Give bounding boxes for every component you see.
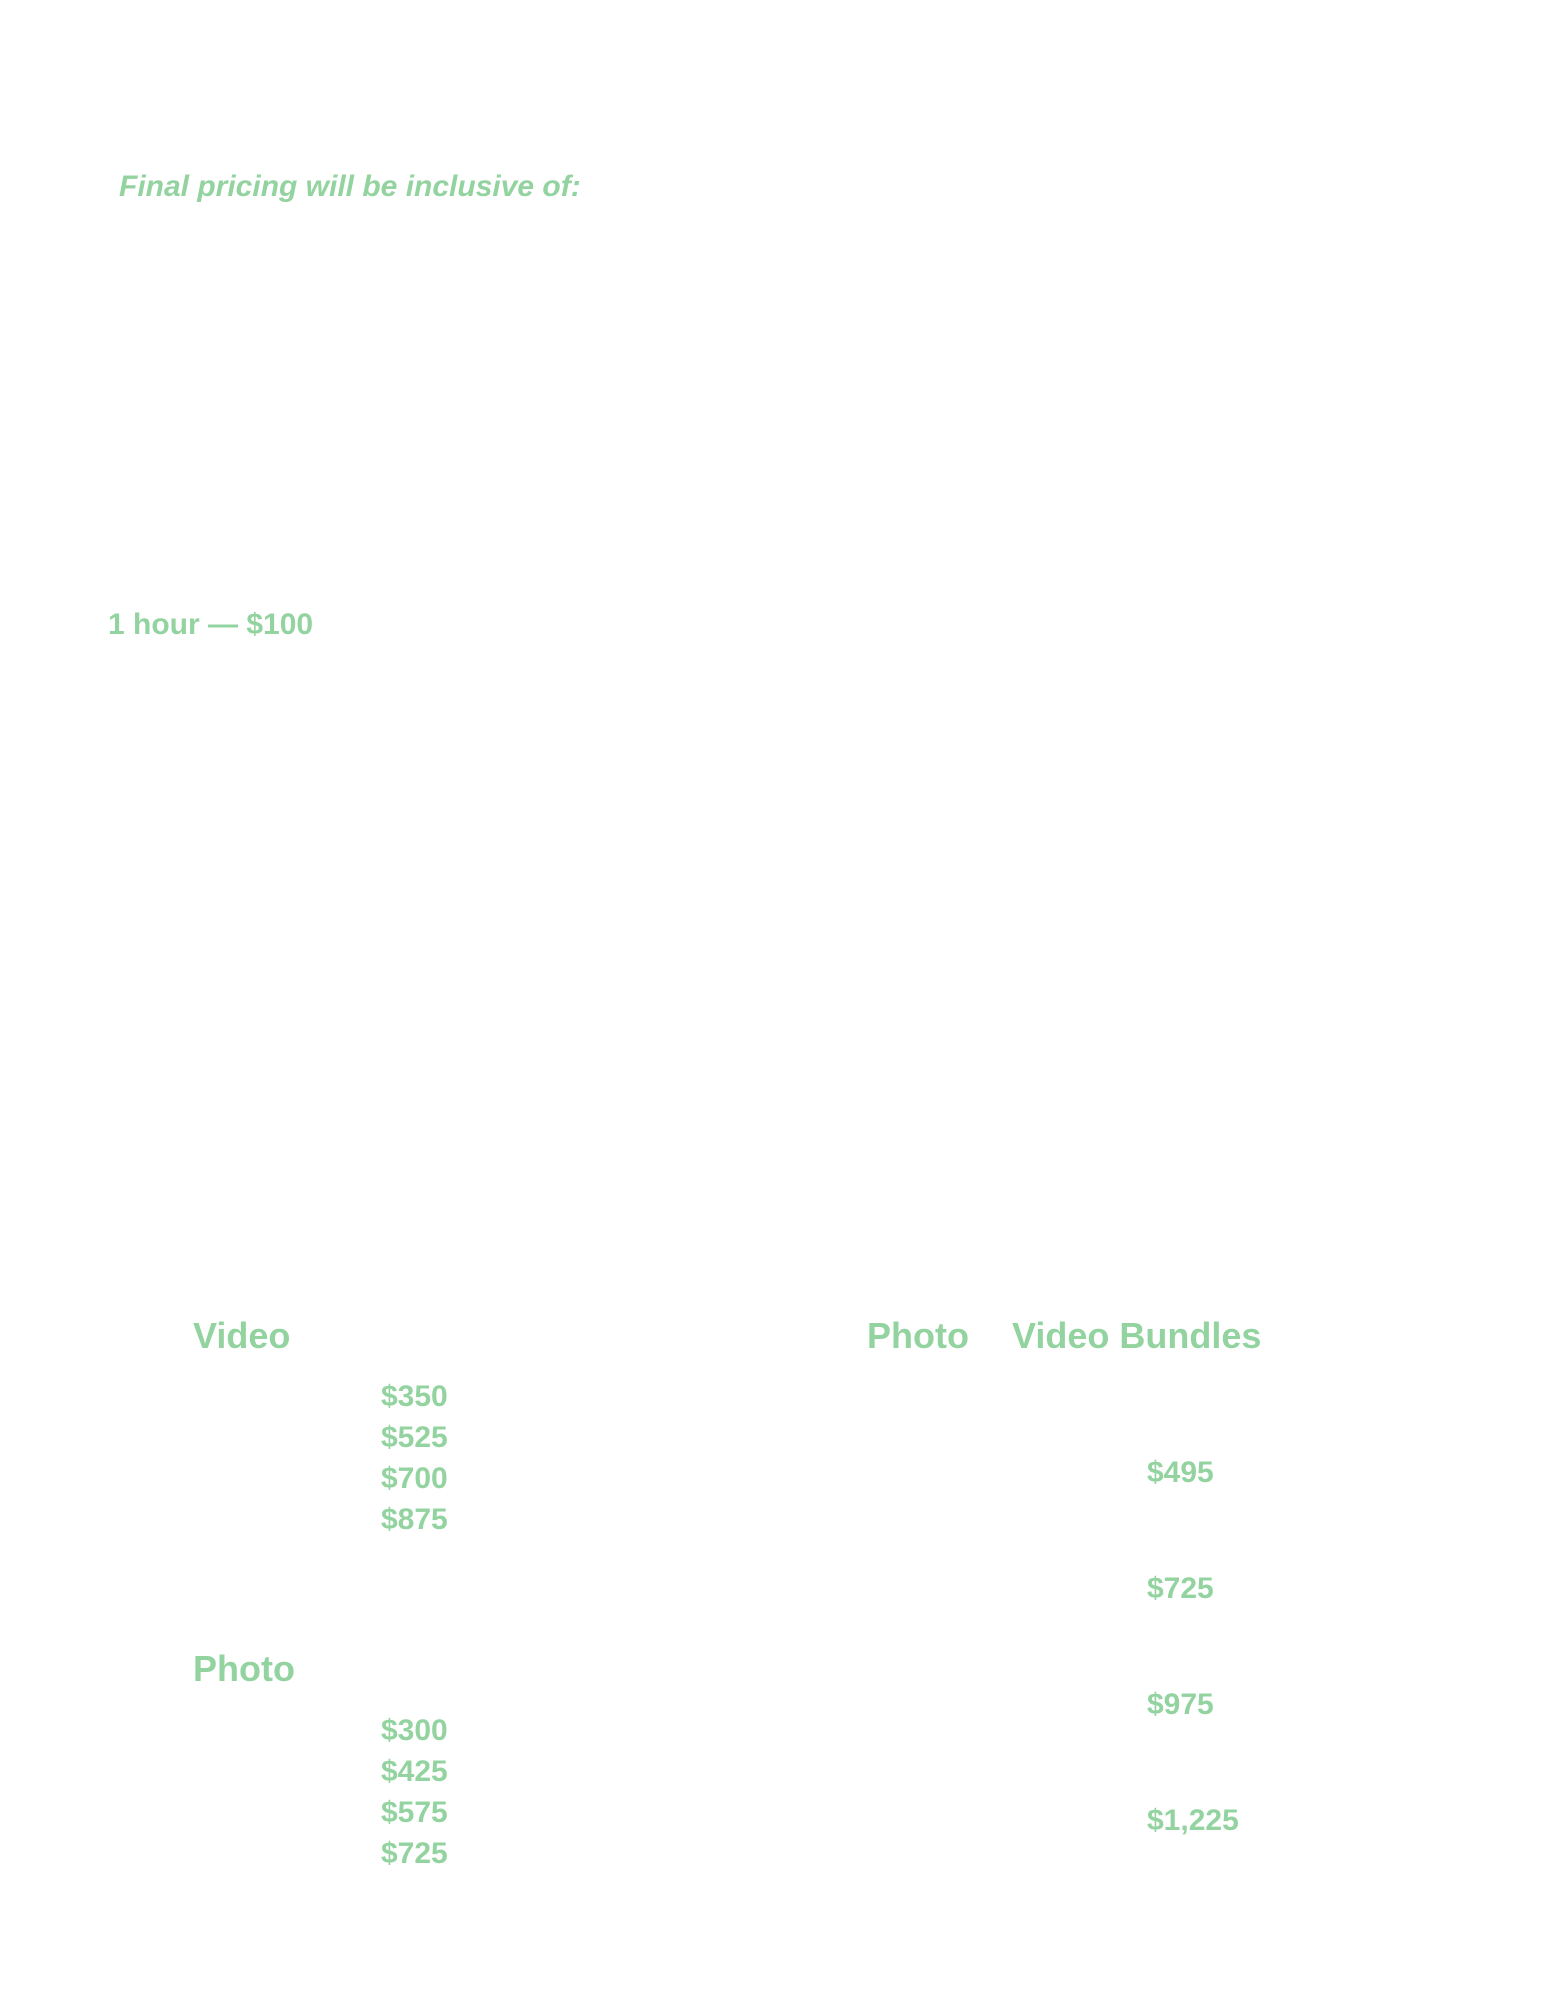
pricing-intro: Final pricing will be inclusive of: — [119, 170, 581, 203]
photo-price: $725 — [381, 1837, 448, 1870]
photo-price: $425 — [381, 1755, 448, 1788]
bundle-price: $975 — [1147, 1688, 1214, 1721]
video-price: $525 — [381, 1421, 448, 1454]
photo-price: $300 — [381, 1714, 448, 1747]
bundle-price: $1,225 — [1147, 1804, 1239, 1837]
video-price: $350 — [381, 1380, 448, 1413]
video-price: $875 — [381, 1503, 448, 1536]
video-price-list — [381, 1376, 448, 1540]
video-heading: Video — [193, 1315, 291, 1356]
bundles-heading: Video Bundles — [1012, 1315, 1262, 1356]
bundle-price: $725 — [1147, 1572, 1214, 1605]
photo-price: $575 — [381, 1796, 448, 1829]
video-price: $700 — [381, 1462, 448, 1495]
bundle-price: $495 — [1147, 1456, 1214, 1489]
photo-price-list — [381, 1710, 448, 1874]
photo-heading: Photo — [193, 1648, 295, 1689]
hourly-rate: 1 hour — $100 — [108, 608, 314, 641]
bundles-heading-photo: Photo — [867, 1315, 969, 1356]
